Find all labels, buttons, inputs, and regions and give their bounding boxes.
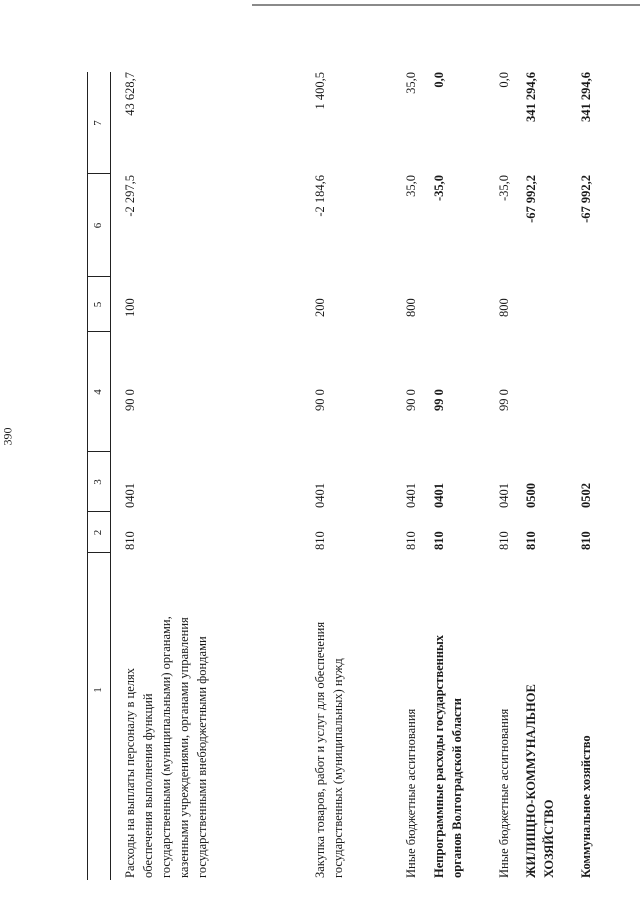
budget-table	[40, 30, 640, 880]
cell-c7: 43 628,7	[123, 72, 137, 116]
row-name: Коммунальное хозяйство	[579, 735, 593, 878]
col-header-2: 2	[92, 529, 104, 536]
cell-c3: 0401	[432, 483, 446, 508]
cell-c3: 0401	[404, 483, 418, 508]
cell-c5: 100	[123, 298, 137, 317]
cell-c4: 90 0	[404, 389, 418, 411]
cell-c3: 0401	[123, 483, 137, 508]
row-name: Закупка товаров, работ и услуг для обеспечения государственных (муниципальных) нужд	[313, 621, 345, 878]
col-header-3: 3	[92, 479, 104, 485]
cell-c3: 0401	[497, 483, 511, 508]
cell-c4: 90 0	[123, 389, 137, 411]
cell-c4: 99 0	[432, 389, 446, 411]
cell-c6: -35,0	[497, 175, 511, 202]
cell-c4: 99 0	[497, 389, 511, 411]
row-name: Непрограммные расходы государственных органов Волгоградской области	[432, 634, 464, 878]
col-header-1: 1	[92, 687, 104, 693]
row-name: Расходы на выплаты персоналу в целях обеспечения выполнения функций государственными (муниципальными) органами, казенными учреждениями, органами управления государственными внебюджетными фондами	[123, 616, 209, 878]
col-header-5: 5	[92, 301, 104, 308]
cell-c6: -35,0	[432, 175, 446, 202]
cell-c2: 810	[313, 531, 327, 550]
cell-c7: 0,0	[497, 72, 511, 88]
cell-c4: 90 0	[313, 389, 327, 411]
cell-c2: 810	[123, 531, 137, 550]
cell-c6: -67 992,2	[579, 175, 593, 223]
cell-c3: 0500	[524, 483, 538, 508]
cell-c5: 800	[497, 298, 511, 317]
cell-c7: 0,0	[432, 72, 446, 88]
cell-c7: 341 294,6	[524, 72, 538, 122]
col-header-7: 7	[92, 120, 104, 126]
cell-c2: 810	[579, 531, 593, 550]
cell-c6: -67 992,2	[524, 175, 538, 223]
cell-c3: 0401	[313, 483, 327, 508]
row-name: Иные бюджетные ассигнования	[497, 708, 511, 878]
cell-c3: 0502	[579, 483, 593, 508]
cell-c2: 810	[404, 531, 418, 550]
cell-c7: 341 294,6	[579, 72, 593, 122]
col-header-6: 6	[92, 222, 104, 229]
row-name: Иные бюджетные ассигнования	[404, 708, 418, 878]
cell-c2: 810	[497, 531, 511, 550]
top-edge-rule	[252, 4, 640, 6]
row-name: ЖИЛИЩНО-КОММУНАЛЬНОЕ ХОЗЯЙСТВО	[524, 684, 556, 878]
cell-c5: 800	[404, 298, 418, 317]
page-number-text: 390	[0, 427, 15, 446]
cell-c2: 810	[524, 531, 538, 550]
cell-c5: 200	[313, 298, 327, 317]
cell-c2: 810	[432, 531, 446, 550]
cell-c7: 1 400,5	[313, 72, 327, 110]
cell-c6: -2 297,5	[123, 175, 137, 217]
header-bottom-rule	[110, 72, 111, 880]
page-number	[0, 427, 16, 446]
cell-c6: 35,0	[404, 175, 418, 197]
cell-c7: 35,0	[404, 72, 418, 94]
rotated-table-wrapper	[40, 30, 640, 880]
table-top-rule	[87, 72, 88, 880]
cell-c6: -2 184,6	[313, 175, 327, 217]
col-header-4: 4	[92, 389, 104, 395]
